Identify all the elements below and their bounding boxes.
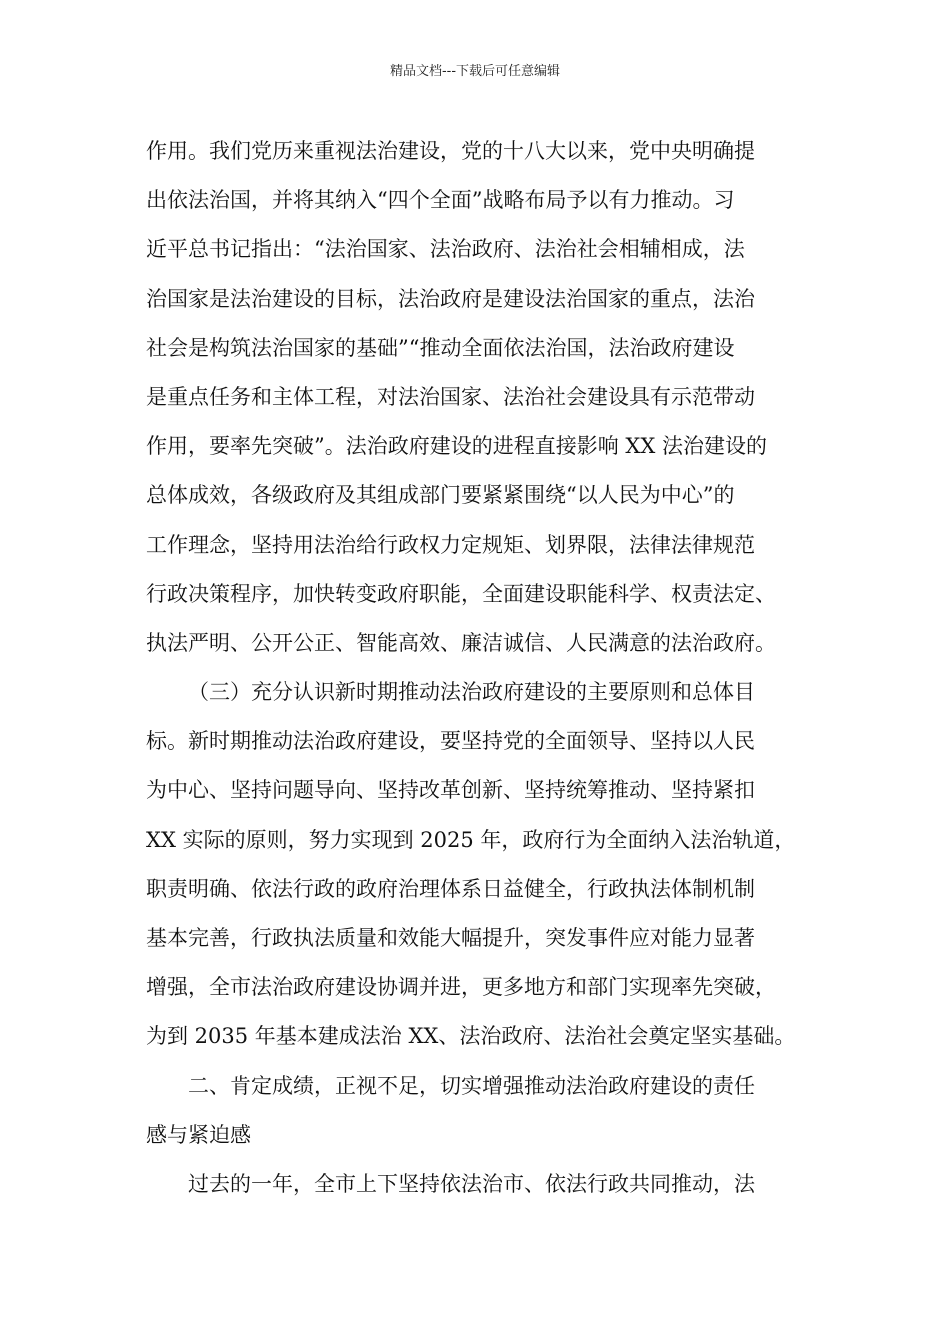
text-line: 感与紧迫感: [146, 1122, 251, 1147]
text-line: 基本完善，行政执法质量和效能大幅提升，突发事件应对能力显著: [146, 926, 755, 950]
text-line: 作用，要率先突破”。法治政府建设的进程直接影响 XX 法治建设的: [146, 434, 767, 459]
text-line: 职责明确、依法行政的政府治理体系日益健全，行政执法体制机制: [146, 876, 755, 901]
text-line: （三）充分认识新时期推动法治政府建设的主要原则和总体目: [188, 680, 755, 705]
text-line: 是重点任务和主体工程，对法治国家、法治社会建设具有示范带动: [146, 384, 755, 409]
text-line: 执法严明、公开公正、智能高效、廉洁诚信、人民满意的法治政府。: [146, 630, 776, 655]
page-header: 精品文档---下载后可任意编辑: [389, 64, 561, 79]
text-line: 二、肯定成绩，正视不足，切实增强推动法治政府建设的责任: [188, 1073, 755, 1098]
document-body: [146, 127, 806, 1209]
text-line: 行政决策程序，加快转变政府职能，全面建设职能科学、权责法定、: [146, 581, 776, 606]
text-line: 作用。我们党历来重视法治建设，党的十八大以来，党中央明确提: [146, 139, 755, 163]
text-line: 增强，全市法治政府建设协调并进，更多地方和部门实现率先突破，: [146, 975, 776, 1000]
text-line: XX 实际的原则，努力实现到 2025 年，政府行为全面纳入法治轨道，: [146, 827, 796, 852]
text-line: 总体成效，各级政府及其组成部门要紧紧围绕“以人民为中心”的: [146, 483, 735, 508]
text-line: 近平总书记指出：“法治国家、法治政府、法治社会相辅相成，法: [146, 237, 745, 262]
text-line: 出依法治国，并将其纳入“四个全面”战略布局予以有力推动。习: [146, 188, 735, 213]
text-line: 治国家是法治建设的目标，法治政府是建设法治国家的重点，法治: [146, 286, 755, 311]
text-line: 过去的一年，全市上下坚持依法治市、依法行政共同推动，法: [188, 1171, 755, 1196]
text-line: 工作理念，坚持用法治给行政权力定规矩、划界限，法律法律规范: [146, 532, 755, 557]
text-line: 社会是构筑法治国家的基础”“推动全面依法治国，法治政府建设: [146, 335, 735, 360]
text-line: 为中心、坚持问题导向、坚持改革创新、坚持统筹推动、坚持紧扣: [146, 778, 755, 803]
text-line: 标。新时期推动法治政府建设，要坚持党的全面领导、坚持以人民: [146, 729, 755, 754]
text-line: 为到 2035 年基本建成法治 XX、法治政府、法治社会奠定坚实基础。: [146, 1024, 796, 1049]
